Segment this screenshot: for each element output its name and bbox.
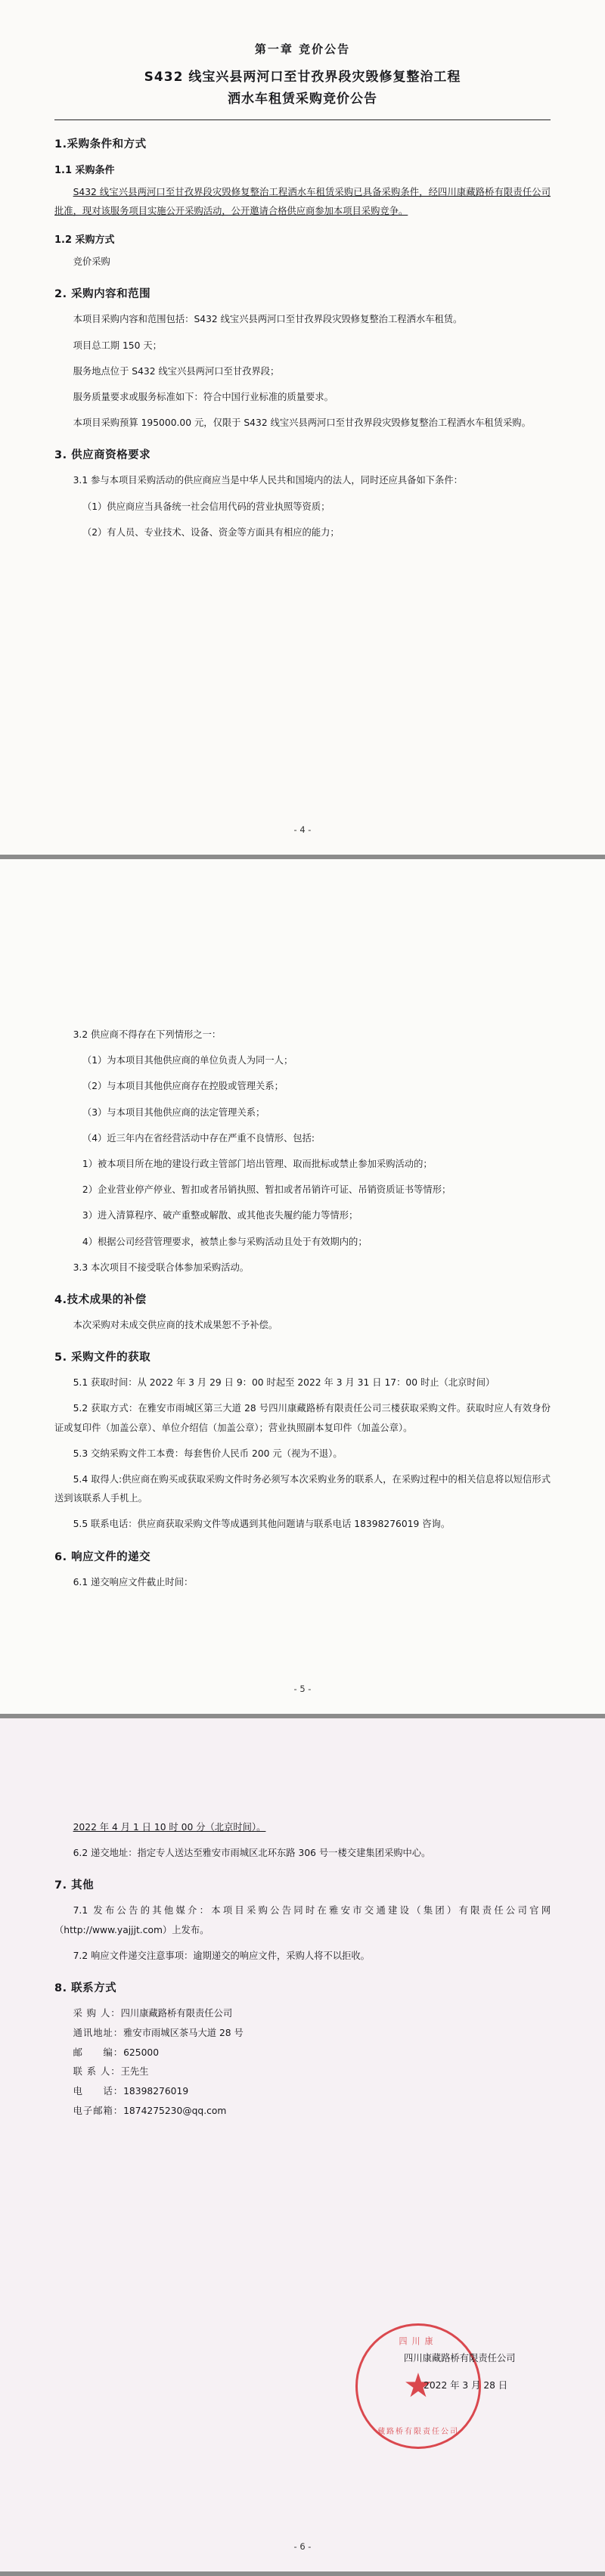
paragraph-6-1: 6.1 递交响应文件截止时间： [73, 1576, 194, 1587]
paragraph-3-2-d: （4）近三年内在省经营活动中存在严重不良情形、包括: [82, 1132, 315, 1144]
document-page-2 [0, 859, 605, 1714]
page-number-3: - 6 - [293, 2541, 312, 2552]
paragraph-3-2-d-2: 2）企业营业停产停业、暂扣或者吊销执照、暂扣或者吊销许可证、吊销资质证书等情形； [82, 1184, 451, 1196]
submission-deadline: 2022 年 4 月 1 日 10 时 00 分（北京时间）。 [73, 1822, 266, 1833]
subsection-heading-1-1: 1.1 采购条件 [54, 164, 115, 176]
paragraph-1-1-1: S432 线宝兴县两河口至甘孜界段灾毁修复整治工程洒水车租赁采购已具备采购条件，经四川康藏路桥有限责任公司批准，现对该服务项目实施公开采购活动，公开邀请合格供应商参加本项目采购竞争。 [54, 186, 551, 216]
title-divider [54, 119, 551, 120]
contact-row [54, 2102, 551, 2121]
chapter-heading: 第一章 竞价公告 [254, 42, 351, 56]
contact-value: 王先生 [120, 2066, 149, 2078]
contact-row [54, 2004, 551, 2024]
contact-value: 1874275230@qq.com [123, 2106, 227, 2117]
contact-block [54, 2004, 551, 2121]
paragraph-2-3: 服务地点位于 S432 线宝兴县两河口至甘孜界段； [73, 365, 280, 377]
contact-label: 通讯地址： [73, 2027, 124, 2038]
section-heading-3: 3. 供应商资格要求 [54, 449, 151, 462]
contact-label: 电 话： [73, 2086, 124, 2097]
subsection-heading-1-2: 1.2 采购方式 [54, 234, 115, 247]
paragraph-3-2-d-1: 1）被本项目所在地的建设行政主管部门培出管理、取而批标或禁止参加采购活动的； [82, 1159, 433, 1170]
section-heading-5: 5. 采购文件的获取 [54, 1352, 151, 1364]
paragraph-5-1: 5.1 获取时间：从 2022 年 3 月 29 日 9：00 时起至 2022 年 3 月 31 日 17：00 时止（北京时间） [73, 1377, 495, 1389]
page-number-2: - 5 - [293, 1684, 312, 1694]
paragraph-3-1: 3.1 参与本项目采购活动的供应商应当是中华人民共和国境内的法人，同时还应具备如下条件： [73, 475, 463, 486]
signature-date: 2022 年 3 月 28 日 [424, 2380, 508, 2391]
paragraph-5-3: 5.3 交纳采购文件工本费：每套售价人民币 200 元（视为不退）。 [73, 1448, 343, 1459]
paragraph-5-2: 5.2 获取方式：在雅安市雨城区第三大道 28 号四川康藏路桥有限责任公司三楼获取采购文件。获取时应人有效身份证或复印件（加盖公章）、单位介绍信（加盖公章）；营业执照副本复印件（加盖公章）。 [54, 1403, 551, 1433]
paragraph-3-2-d-3: 3）进入清算程序、破产重整或解散、或其他丧失履约能力等情形； [82, 1210, 358, 1221]
paragraph-5-5: 5.5 联系电话：供应商获取采购文件等成遇到其他问题请与联系电话 18398276019 咨询。 [73, 1519, 451, 1530]
section-heading-7: 7. 其他 [54, 1879, 95, 1892]
contact-value: 四川康藏路桥有限责任公司 [120, 2008, 233, 2019]
page-number-1: - 4 - [293, 824, 312, 835]
paragraph-2-1: 本项目采购内容和范围包括：S432 线宝兴县两河口至甘孜界段灾毁修复整治工程洒水车租赁。 [73, 314, 463, 325]
document-page-3 [0, 1718, 605, 2571]
document-title-line-2: 洒水车租赁采购竞价公告 [228, 91, 377, 107]
paragraph-3-2-c: （3）与本项目其他供应商的法定管理关系； [82, 1106, 265, 1118]
paragraph-2-5: 本项目采购预算 195000.00 元，仅限于 S432 线宝兴县两河口至甘孜界段灾毁修复整治工程洒水车租赁采购。 [73, 417, 531, 429]
contact-label: 邮 编： [73, 2047, 124, 2058]
paragraph-7-1: 7.1 发布公告的其他媒介：本项目采购公告同时在雅安市交通建设（集团）有限责任公司官网（http://www.yajjjt.com）上发布。 [54, 1905, 551, 1935]
contact-row [54, 2024, 551, 2044]
document-title-line-1: S432 线宝兴县两河口至甘孜界段灾毁修复整治工程 [144, 70, 461, 85]
contact-label: 采 购 人： [73, 2008, 121, 2019]
seal-star-icon: ★ [403, 2367, 433, 2405]
contact-row [54, 2062, 551, 2082]
paragraph-3-1-a: （1）供应商应当具备统一社会信用代码的营业执照等资质； [82, 501, 330, 512]
paragraph-7-2: 7.2 响应文件递交注意事项：逾期递交的响应文件，采购人将不以拒收。 [73, 1950, 370, 1961]
section-heading-8: 8. 联系方式 [54, 1982, 117, 1995]
document-page-1 [0, 0, 605, 855]
paragraph-4-1: 本次采购对未成交供应商的技术成果恕不予补偿。 [73, 1320, 278, 1331]
paragraph-3-2-a: （1）为本项目其他供应商的单位负责人为同一人； [82, 1055, 293, 1066]
contact-value: 625000 [123, 2047, 160, 2058]
paragraph-2-2: 项目总工期 150 天； [73, 340, 162, 351]
contact-label: 电子邮箱： [73, 2106, 124, 2117]
contact-label: 联 系 人： [73, 2066, 121, 2078]
paragraph-3-2: 3.2 供应商不得存在下列情形之一： [73, 1029, 222, 1040]
seal-top-text: 四川康 [399, 2335, 438, 2347]
signature-organization: 四川康藏路桥有限责任公司 [404, 2353, 516, 2363]
seal-bottom-text: 藏路桥有限责任公司 [377, 2428, 459, 2436]
paragraph-2-4: 服务质量要求或服务标准如下：符合中国行业标准的质量要求。 [73, 392, 334, 402]
contact-row [54, 2044, 551, 2063]
paragraph-1-2-1: 竞价采购 [73, 256, 110, 268]
section-heading-6: 6. 响应文件的递交 [54, 1550, 151, 1563]
contact-value: 18398276019 [123, 2086, 189, 2097]
section-heading-4: 4.技术成果的补偿 [54, 1294, 147, 1307]
paragraph-5-4: 5.4 取得人:供应商在购买或获取采购文件时务必须写本次采购业务的联系人，在采购过程中的相关信息将以短信形式送到该联系人手机上。 [54, 1474, 551, 1504]
document-title-block [54, 41, 551, 110]
contact-value: 雅安市雨城区茶马大道 28 号 [123, 2027, 244, 2038]
paragraph-3-3: 3.3 本次项目不接受联合体参加采购活动。 [73, 1262, 250, 1273]
paragraph-6-2: 6.2 递交地址：指定专人送达至雅安市雨城区北环东路 306 号一楼交建集团采购中心。 [73, 1848, 431, 1859]
paragraph-3-2-b: （2）与本项目其他供应商存在控股或管理关系； [82, 1081, 284, 1092]
contact-row [54, 2082, 551, 2102]
paragraph-3-2-d-4: 4）根据公司经营管理要求，被禁止参与采购活动且处于有效期内的； [82, 1236, 368, 1247]
section-heading-2: 2. 采购内容和范围 [54, 288, 151, 301]
paragraph-3-1-b: （2）有人员、专业技术、设备、资金等方面具有相应的能力； [82, 526, 340, 538]
section-heading-1: 1.采购条件和方式 [54, 138, 147, 151]
